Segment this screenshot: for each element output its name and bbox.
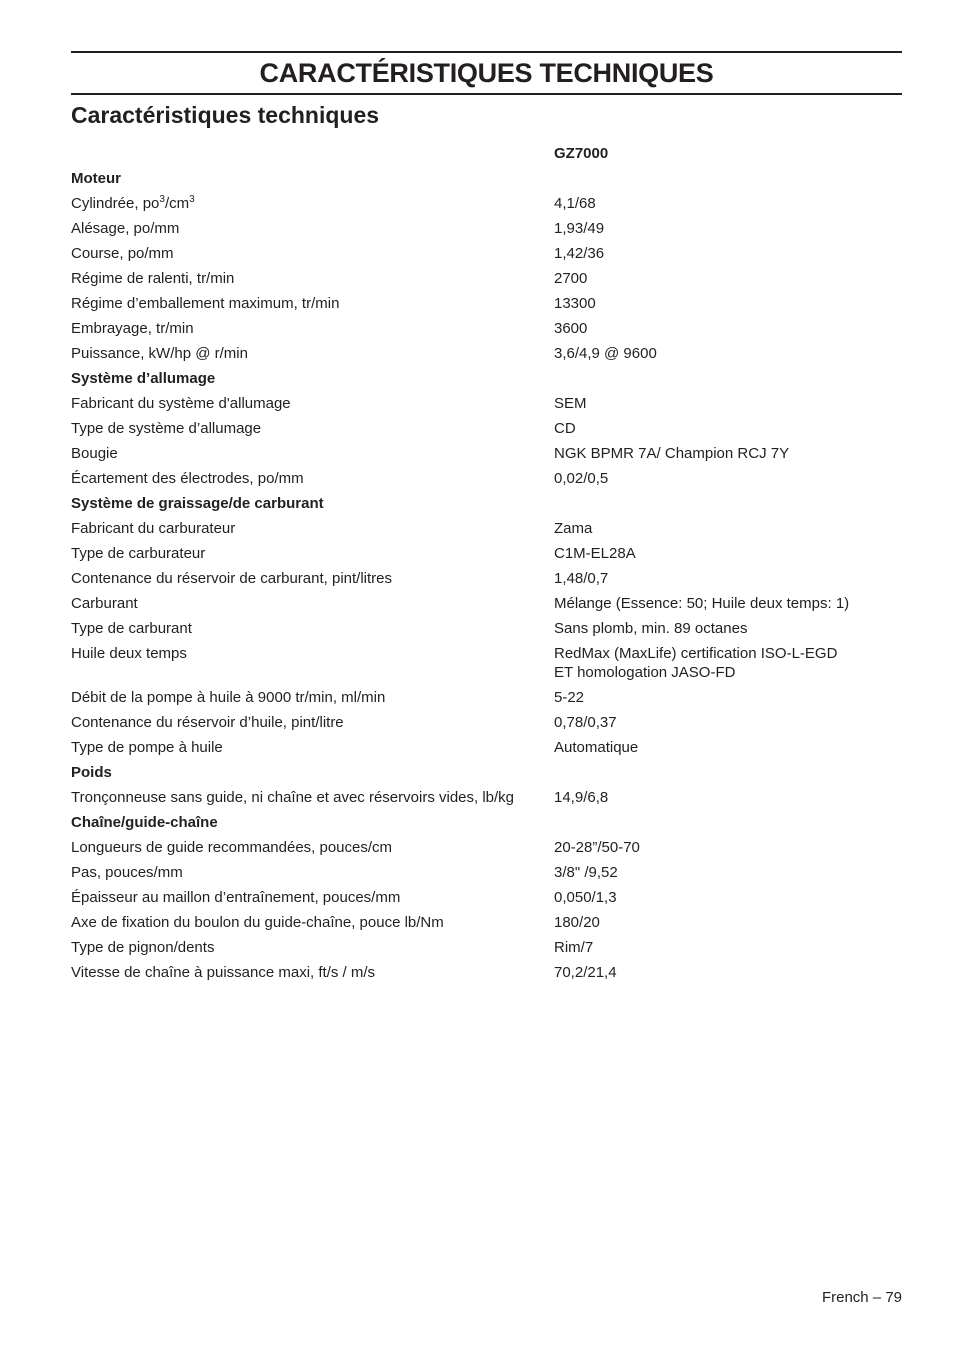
spec-value: 2700 bbox=[554, 270, 588, 287]
spec-row bbox=[71, 441, 902, 466]
section-heading-carburant: Système de graissage/de carburant bbox=[71, 495, 324, 512]
spec-label: Tronçonneuse sans guide, ni chaîne et avec réservoirs vides, lb/kg bbox=[71, 789, 515, 806]
section-heading bbox=[71, 166, 902, 191]
spec-row bbox=[71, 616, 902, 641]
spec-row bbox=[71, 885, 902, 910]
section-heading-moteur: Moteur bbox=[71, 170, 121, 187]
spec-value: 0,78/0,37 bbox=[554, 714, 617, 731]
spec-label: Régime de ralenti, tr/min bbox=[71, 270, 235, 287]
spec-label: Carburant bbox=[71, 595, 138, 612]
spec-label: Écartement des électrodes, po/mm bbox=[71, 470, 304, 487]
spec-value: 0,050/1,3 bbox=[554, 889, 617, 906]
spec-value bbox=[554, 641, 902, 685]
spec-label: Régime d’emballement maximum, tr/min bbox=[71, 295, 340, 312]
spec-row bbox=[71, 685, 902, 710]
spec-label: Course, po/mm bbox=[71, 245, 174, 262]
spec-row bbox=[71, 391, 902, 416]
spec-value: 1,93/49 bbox=[554, 220, 605, 237]
spec-row bbox=[71, 266, 902, 291]
spec-row bbox=[71, 416, 902, 441]
spec-table bbox=[71, 141, 902, 985]
spec-value: SEM bbox=[554, 395, 587, 412]
spec-label: Contenance du réservoir de carburant, pint/litres bbox=[71, 570, 393, 587]
spec-row bbox=[71, 935, 902, 960]
spec-value: Rim/7 bbox=[554, 939, 594, 956]
section-heading-chaine: Chaîne/guide-chaîne bbox=[71, 814, 218, 831]
spec-value: C1M-EL28A bbox=[554, 545, 636, 562]
banner-title: CARACTÉRISTIQUES TECHNIQUES bbox=[259, 58, 714, 88]
spec-row bbox=[71, 341, 902, 366]
spec-label: Puissance, kW/hp @ r/min bbox=[71, 345, 248, 362]
spec-row bbox=[71, 291, 902, 316]
spec-label: Bougie bbox=[71, 445, 118, 462]
section-heading bbox=[71, 760, 902, 785]
model-name: GZ7000 bbox=[554, 145, 609, 162]
spec-label: Type de pignon/dents bbox=[71, 939, 215, 956]
spec-value: 5-22 bbox=[554, 689, 585, 706]
spec-row bbox=[71, 735, 902, 760]
spec-value: Mélange (Essence: 50; Huile deux temps: 1) bbox=[554, 595, 850, 612]
spec-row bbox=[71, 960, 902, 985]
spec-value: 14,9/6,8 bbox=[554, 789, 609, 806]
spec-label: Axe de fixation du boulon du guide-chaîne, pouce lb/Nm bbox=[71, 914, 444, 931]
banner-rule bbox=[71, 93, 902, 95]
spec-label: Type de pompe à huile bbox=[71, 739, 223, 756]
section-heading bbox=[71, 366, 902, 391]
spec-value-line: RedMax (MaxLife) certification ISO-L-EGD bbox=[554, 645, 838, 662]
spec-label: Vitesse de chaîne à puissance maxi, ft/s / m/s bbox=[71, 964, 376, 981]
spec-value: NGK BPMR 7A/ Champion RCJ 7Y bbox=[554, 445, 790, 462]
spec-value-line: ET homologation JASO-FD bbox=[554, 664, 736, 681]
spec-label: Alésage, po/mm bbox=[71, 220, 180, 237]
spec-label: Cylindrée, $po^3/cm^3$ bbox=[71, 194, 195, 212]
spec-row bbox=[71, 316, 902, 341]
spec-value: 3/8" /9,52 bbox=[554, 864, 618, 881]
spec-value: 70,2/21,4 bbox=[554, 964, 617, 981]
spec-row bbox=[71, 785, 902, 810]
section-heading-allumage: Système d’allumage bbox=[71, 370, 216, 387]
spec-label: Type de système d’allumage bbox=[71, 420, 262, 437]
manual-page bbox=[71, 0, 902, 1352]
spec-label: Type de carburateur bbox=[71, 545, 206, 562]
page-number: French – 79 bbox=[821, 1289, 902, 1306]
spec-row bbox=[71, 910, 902, 935]
spec-value: Zama bbox=[554, 520, 593, 537]
spec-value: 13300 bbox=[554, 295, 596, 312]
spec-label: Embrayage, tr/min bbox=[71, 320, 194, 337]
spec-row bbox=[71, 191, 902, 216]
spec-value: 1,48/0,7 bbox=[554, 570, 609, 587]
spec-value: 1,42/36 bbox=[554, 245, 605, 262]
top-rule bbox=[71, 51, 902, 53]
spec-value: 3600 bbox=[554, 320, 588, 337]
model-row bbox=[71, 141, 902, 166]
spec-label: Longueurs de guide recommandées, pouces/cm bbox=[71, 839, 393, 856]
spec-label: Type de carburant bbox=[71, 620, 192, 637]
spec-row bbox=[71, 466, 902, 491]
spec-row bbox=[71, 516, 902, 541]
spec-row bbox=[71, 591, 902, 616]
spec-label: Épaisseur au maillon d’entraînement, pouces/mm bbox=[71, 889, 401, 906]
spec-label: Débit de la pompe à huile à 9000 tr/min, ml/min bbox=[71, 689, 386, 706]
spec-label: Contenance du réservoir d’huile, pint/litre bbox=[71, 714, 344, 731]
spec-value: 3,6/4,9 @ 9600 bbox=[554, 345, 657, 362]
spec-row bbox=[71, 566, 902, 591]
section-heading bbox=[71, 491, 902, 516]
spec-value: Automatique bbox=[554, 739, 639, 756]
spec-row bbox=[71, 541, 902, 566]
section-heading bbox=[71, 810, 902, 835]
spec-label: Fabricant du carburateur bbox=[71, 520, 236, 537]
spec-value: Sans plomb, min. 89 octanes bbox=[554, 620, 748, 637]
spec-row bbox=[71, 835, 902, 860]
spec-value: 4,1/68 bbox=[554, 195, 596, 212]
section-title: Caractéristiques techniques bbox=[71, 102, 380, 128]
spec-row bbox=[71, 710, 902, 735]
spec-row bbox=[71, 860, 902, 885]
spec-value: 180/20 bbox=[554, 914, 600, 931]
spec-label: Fabricant du système d'allumage bbox=[71, 395, 291, 412]
spec-value: 20-28”/50-70 bbox=[554, 839, 640, 856]
spec-value: CD bbox=[554, 420, 576, 437]
spec-label: Pas, pouces/mm bbox=[71, 864, 183, 881]
spec-label: Huile deux temps bbox=[71, 645, 187, 662]
spec-row bbox=[71, 641, 902, 685]
spec-row bbox=[71, 216, 902, 241]
section-heading-poids: Poids bbox=[71, 764, 112, 781]
spec-value: 0,02/0,5 bbox=[554, 470, 609, 487]
spec-row bbox=[71, 241, 902, 266]
